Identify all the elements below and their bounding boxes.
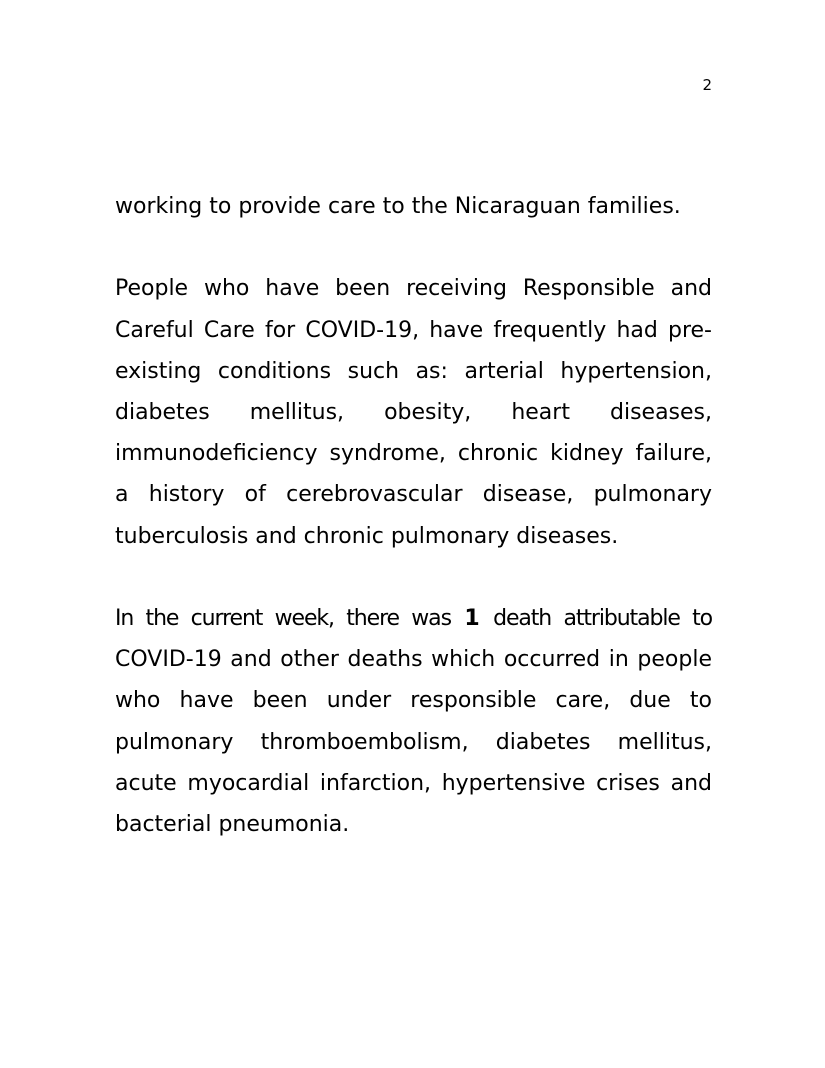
- document-body: [115, 186, 712, 886]
- death-count: 1: [464, 606, 480, 631]
- deaths-details: COVID-19 and other deaths which occurred in people who have been under responsible care, due to pulmonary thromboembolism, diabetes mellitus, acute myocardial infarction, hypertensive crises and bacterial pneumonia.: [115, 647, 712, 838]
- paragraph-continuation: working to provide care to the Nicaraguan families.: [115, 194, 681, 219]
- page-number: 2: [702, 76, 712, 94]
- deaths-lead-in: In the current week, there was: [115, 606, 451, 631]
- deaths-lead-out: death attributable to: [493, 606, 712, 631]
- paragraph-preexisting-conditions: People who have been receiving Responsible and Careful Care for COVID-19, have frequently had pre-existing conditions such as: arterial hypertension, diabetes mellitus, obesity, heart diseases, immunodeficiency syndrome, chronic kidney failure, a history of cerebrovascular disease, pulmonary tuberculosis and chronic pulmonary diseases.: [115, 276, 712, 549]
- paragraph-deaths: [115, 598, 712, 845]
